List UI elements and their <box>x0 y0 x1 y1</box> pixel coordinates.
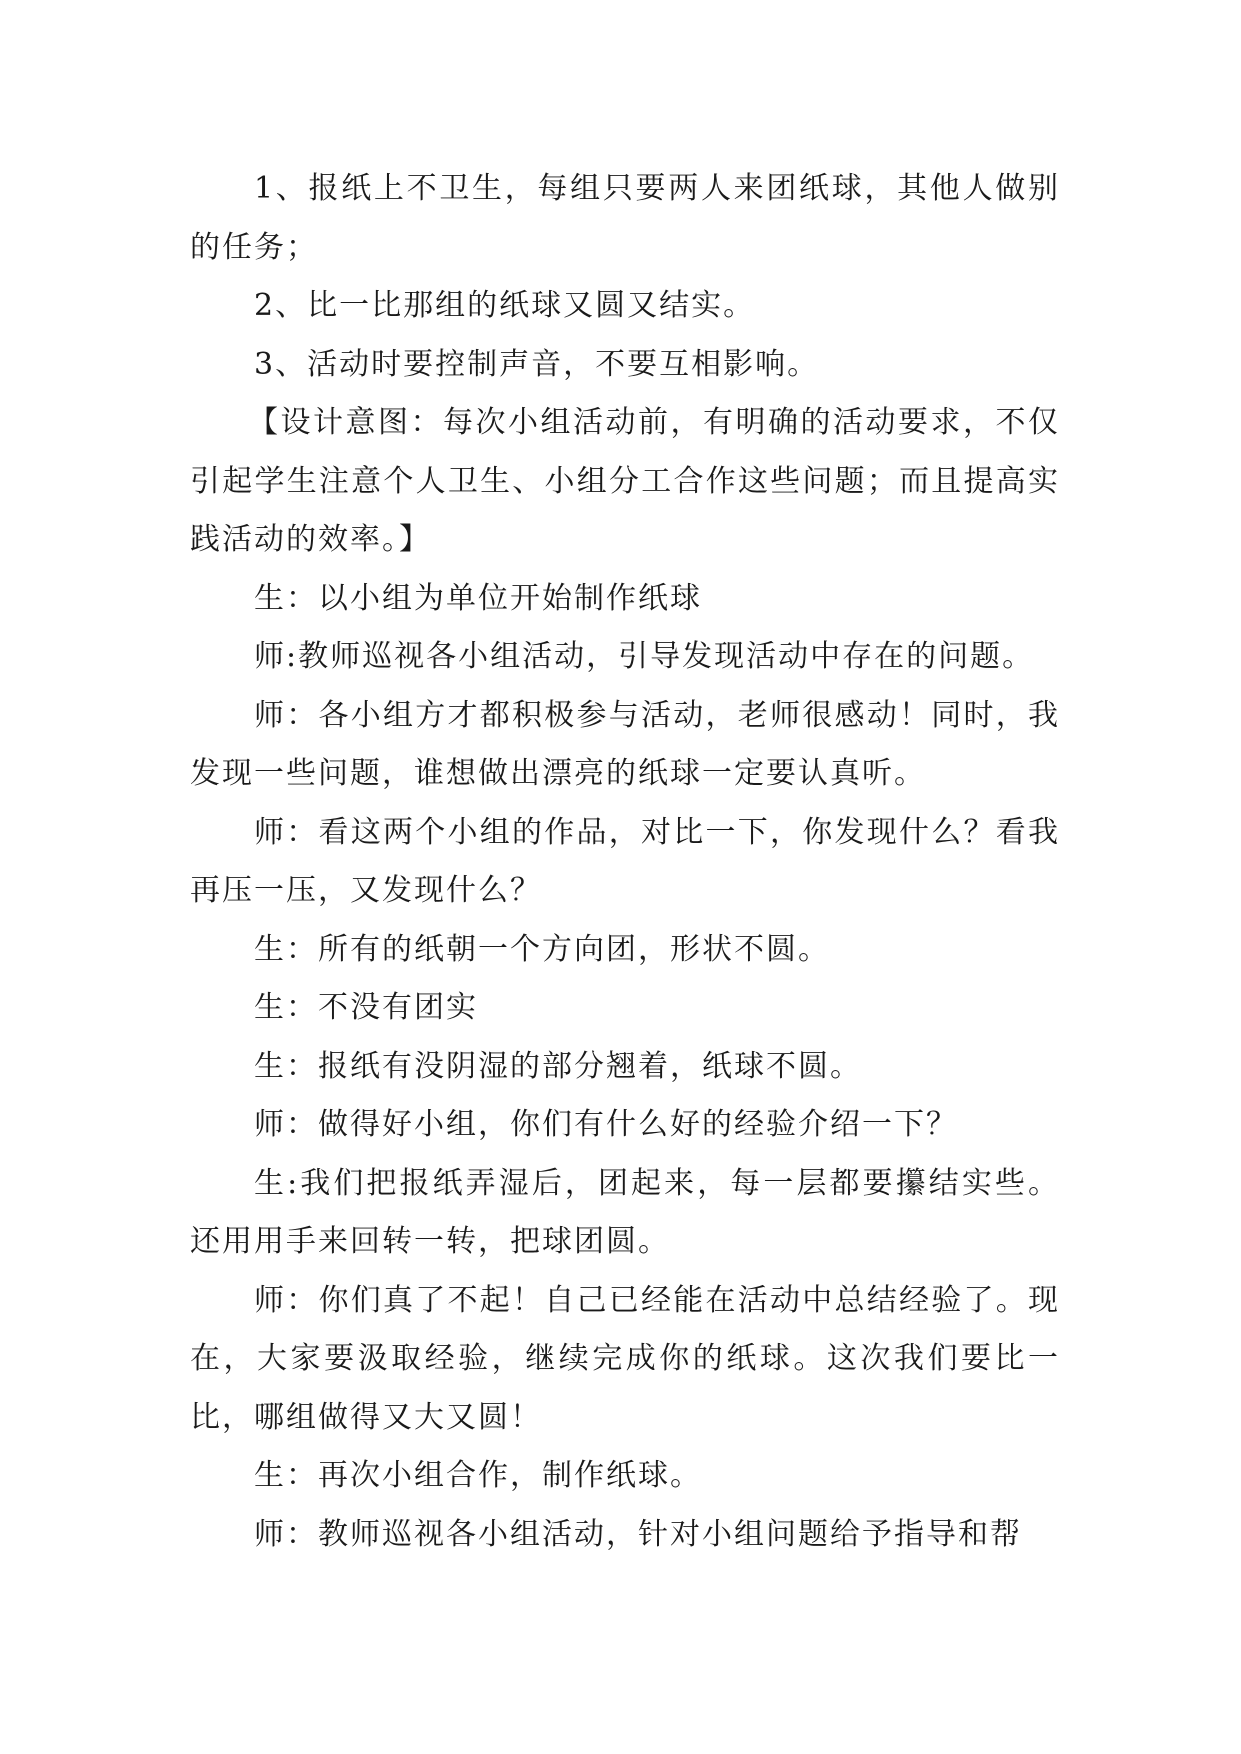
paragraph-dialogue: 师：你们真了不起！自己已经能在活动中总结经验了。现在，大家要汲取经验，继续完成你的纸球。这次我们要比一比，哪组做得又大又圆！ <box>190 1282 1060 1435</box>
paragraph-dialogue: 生：所有的纸朝一个方向团，形状不圆。 <box>254 931 830 967</box>
paragraph-dialogue: 师：各小组方才都积极参与活动，老师很感动！同时，我发现一些问题，谁想做出漂亮的纸球一定要认真听。 <box>190 697 1060 791</box>
paragraph-dialogue: 师：看这两个小组的作品，对比一下，你发现什么？看我再压一压，又发现什么？ <box>190 814 1060 908</box>
paragraph-dialogue: 师：做得好小组，你们有什么好的经验介绍一下？ <box>254 1107 958 1142</box>
paragraph-requirement-3: 3、活动时要控制声音，不要互相影响。 <box>254 346 820 382</box>
document-body <box>190 160 1060 1564</box>
paragraph-requirement-1: 1、报纸上不卫生，每组只要两人来团纸球，其他人做别的任务； <box>190 171 1060 265</box>
paragraph-dialogue: 生:我们把报纸弄湿后，团起来，每一层都要攥结实些。还用用手来回转一转，把球团圆。 <box>190 1165 1060 1259</box>
paragraph-dialogue: 生：不没有团实 <box>254 990 478 1025</box>
paragraph-requirement-2: 2、比一比那组的纸球又圆又结实。 <box>254 288 756 323</box>
paragraph-dialogue: 生：以小组为单位开始制作纸球 <box>254 580 702 616</box>
paragraph-dialogue: 生：再次小组合作，制作纸球。 <box>254 1458 702 1493</box>
paragraph-design-intent: 【设计意图：每次小组活动前，有明确的活动要求，不仅引起学生注意个人卫生、小组分工合作这些问题；而且提高实践活动的效率。】 <box>190 405 1060 557</box>
paragraph-dialogue: 师：教师巡视各小组活动，针对小组问题给予指导和帮 <box>254 1516 1022 1552</box>
paragraph-dialogue: 生：报纸有没阴湿的部分翘着，纸球不圆。 <box>254 1048 862 1084</box>
paragraph-dialogue: 师:教师巡视各小组活动，引导发现活动中存在的问题。 <box>254 639 1035 674</box>
